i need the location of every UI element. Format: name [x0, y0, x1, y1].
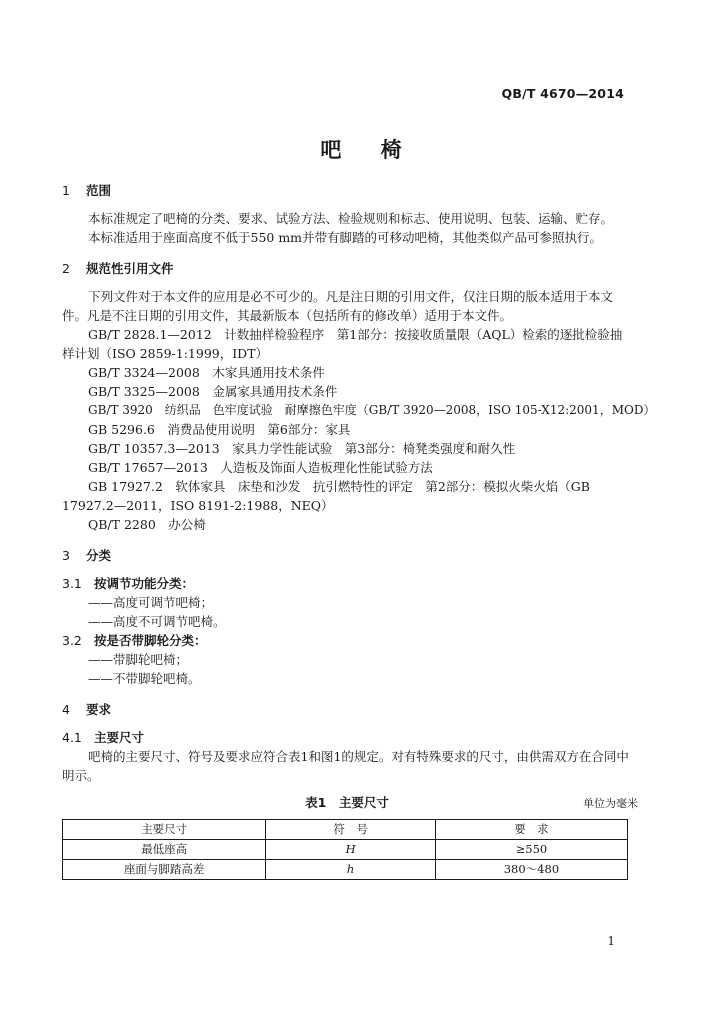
section-heading-normative-references: 2 规范性引用文件: [62, 261, 174, 276]
page-number: 1: [607, 934, 615, 948]
reference-item: GB/T 3325—2008 金属家具通用技术条件: [88, 384, 338, 399]
table-cell: H: [266, 840, 436, 860]
reference-item: GB 17927.2 软体家具 床垫和沙发 抗引燃特性的评定 第2部分：模拟火柴火焰（GB 17927.2—2011，ISO 8191-2:1988，NEQ）: [62, 479, 590, 513]
scope-paragraph: 本标准规定了吧椅的分类、要求、试验方法、检验规则和标志、使用说明、包装、运输、贮存。: [88, 211, 614, 226]
list-item: ——不带脚轮吧椅。: [88, 671, 201, 686]
section-heading-classification: 3 分类: [62, 548, 112, 563]
section-heading-scope: 1 范围: [62, 183, 112, 198]
table-cell: ≥550: [435, 840, 627, 860]
table-row: [63, 840, 628, 860]
subsection-heading-casters: 3.2 按是否带脚轮分类：: [62, 633, 207, 648]
table-header-cell: 主要尺寸: [63, 820, 266, 840]
reference-item: GB/T 2828.1—2012 计数抽样检验程序 第1部分：按接收质量限（AQL）检索的逐批检验抽样计划（ISO 2859-1:1999，IDT）: [62, 327, 623, 361]
section-heading-requirements: 4 要求: [62, 702, 112, 717]
table-caption: 表1 主要尺寸: [305, 795, 389, 810]
reference-item: GB/T 3324—2008 木家具通用技术条件: [88, 365, 325, 380]
list-item: ——高度不可调节吧椅。: [88, 614, 226, 629]
table-unit: 单位为毫米: [583, 797, 638, 810]
dimensions-paragraph: 吧椅的主要尺寸、符号及要求应符合表1和图1的规定。对有特殊要求的尺寸，由供需双方在合同中明示。: [62, 749, 629, 783]
list-item: ——高度可调节吧椅；: [88, 595, 214, 610]
references-intro: 下列文件对于本文件的应用是必不可少的。凡是注日期的引用文件，仅注日期的版本适用于本文件。凡是不注日期的引用文件，其最新版本（包括所有的修改单）适用于本文件。: [62, 289, 614, 323]
reference-item: QB/T 2280 办公椅: [88, 517, 206, 532]
document-title: 吧 椅: [320, 138, 418, 162]
table-header-row: [63, 820, 628, 840]
list-item: ——带脚轮吧椅；: [88, 652, 189, 667]
table-header-cell: 要 求: [435, 820, 627, 840]
table-cell: 最低座高: [63, 840, 266, 860]
reference-item: GB/T 3920 纺织品 色牢度试验 耐摩擦色牢度（GB/T 3920—2008，ISO 105-X12:2001，MOD）: [88, 403, 656, 417]
reference-item: GB/T 10357.3—2013 家具力学性能试验 第3部分：椅凳类强度和耐久性: [88, 441, 516, 456]
reference-item: GB 5296.6 消费品使用说明 第6部分：家具: [88, 422, 351, 437]
reference-item: GB/T 17657—2013 人造板及饰面人造板理化性能试验方法: [88, 460, 433, 475]
main-dimensions-table: [62, 819, 628, 880]
subsection-heading-main-dimensions: 4.1 主要尺寸: [62, 730, 145, 745]
table-cell: 380～480: [435, 860, 627, 880]
table-row: [63, 860, 628, 880]
table-caption-row: [62, 793, 638, 815]
document-body: [62, 181, 656, 880]
standard-number: QB/T 4670—2014: [501, 86, 624, 101]
table-cell: 座面与脚踏高差: [63, 860, 266, 880]
scope-paragraph: 本标准适用于座面高度不低于550 mm并带有脚踏的可移动吧椅，其他类似产品可参照执行。: [88, 230, 603, 245]
subsection-heading-adjustment: 3.1 按调节功能分类：: [62, 576, 195, 591]
table-cell: h: [266, 860, 436, 880]
table-header-cell: 符 号: [266, 820, 436, 840]
